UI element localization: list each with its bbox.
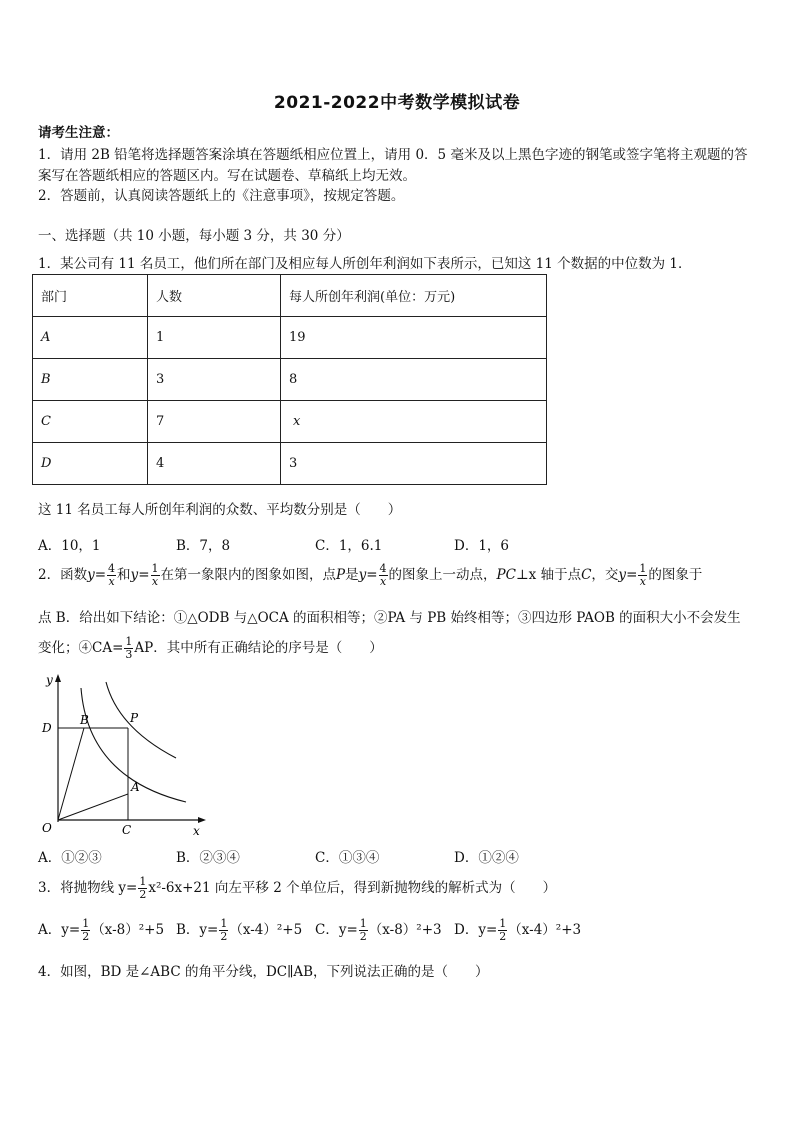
denominator: 2 — [359, 930, 367, 943]
q3-option-d[interactable] — [454, 918, 581, 943]
table-cell: B — [33, 359, 148, 401]
option-fraction — [498, 918, 507, 943]
table-cell: 1 — [148, 317, 281, 359]
table-row — [33, 359, 547, 401]
q2-option-a[interactable]: A．①②③ — [38, 850, 102, 866]
curve-4-over-x — [106, 682, 176, 758]
q2-text: AP．其中所有正确结论的序号是（ ） — [134, 640, 383, 656]
q2-text: ，交 — [591, 567, 619, 583]
q3-text: x²-6x+21 向左平移 2 个单位后，得到新抛物线的解析式为（ ） — [148, 880, 557, 896]
option-rest: （x-8）²+5 — [91, 922, 165, 938]
q2-fraction — [151, 563, 160, 588]
q2-var-y: y — [130, 567, 139, 583]
numerator: 4 — [379, 562, 387, 575]
y-axis-arrow — [55, 674, 61, 682]
q2-text: 变化；④CA= — [38, 640, 124, 656]
denominator: x — [108, 575, 115, 588]
q1-option-a[interactable]: A．10，1 — [38, 538, 101, 554]
label-d: D — [42, 721, 52, 735]
table-header-cell: 人数 — [148, 275, 281, 317]
q4-stem: 4．如图，BD 是∠ABC 的角平分线，DC∥AB，下列说法正确的是（ ） — [38, 964, 489, 980]
denominator: 2 — [82, 930, 90, 943]
segment-oa — [58, 794, 128, 820]
x-axis-arrow — [198, 817, 206, 823]
label-b: B — [80, 713, 89, 727]
label-p: P — [130, 711, 139, 725]
q3-option-b[interactable] — [176, 918, 302, 943]
q1-option-b[interactable]: B．7，8 — [176, 538, 231, 554]
q3-option-a[interactable] — [38, 918, 164, 943]
q1-question: 这 11 名员工每人所创年利润的众数、平均数分别是（ ） — [38, 502, 402, 518]
q2-text: 的图象上一动点， — [388, 567, 497, 583]
q2-var-y: y — [618, 567, 627, 583]
table-cell: A — [33, 317, 148, 359]
table-cell: 3 — [148, 359, 281, 401]
q3-fraction — [138, 876, 147, 901]
q2-line-1 — [38, 563, 702, 588]
q2-text: 和 — [117, 567, 131, 583]
option-label: D．y= — [454, 922, 498, 938]
numerator: 1 — [125, 635, 133, 648]
q1-stem: 1．某公司有 11 名员工，他们所在部门及相应每人所创年利润如下表所示，已知这 11 个数据的中位数为 1． — [38, 256, 692, 272]
table-row — [33, 401, 547, 443]
q2-figure — [36, 672, 211, 838]
table-row — [33, 443, 547, 485]
option-rest: （x-4）²+5 — [229, 922, 303, 938]
option-rest: （x-8）²+3 — [368, 922, 442, 938]
q2-var-c: C — [581, 567, 592, 583]
denominator: 3 — [125, 648, 133, 661]
notice-item-1b: 案写在答题纸相应的答题区内。写在试题卷、草稿纸上均无效。 — [38, 168, 416, 184]
q2-var-p: P — [336, 567, 346, 583]
numerator: 1 — [499, 917, 507, 930]
denominator: x — [639, 575, 646, 588]
label-y: y — [46, 673, 53, 687]
denominator: 2 — [499, 930, 507, 943]
q2-eq: = — [138, 567, 150, 583]
denominator: x — [151, 575, 159, 588]
q2-option-d[interactable]: D．①②④ — [454, 850, 519, 866]
option-fraction — [219, 918, 228, 943]
table-cell: 3 — [281, 443, 547, 485]
table-header-row — [33, 275, 547, 317]
denominator: 2 — [139, 888, 147, 901]
option-rest: （x-4）²+3 — [508, 922, 582, 938]
q2-fraction — [379, 563, 388, 588]
q2-var-pc: PC — [496, 567, 516, 583]
q2-fraction — [638, 563, 647, 588]
numerator: 1 — [139, 875, 147, 888]
q1-option-d[interactable]: D．1，6 — [454, 538, 510, 554]
numerator: 1 — [359, 917, 367, 930]
q2-text: ⊥x 轴于点 — [515, 567, 582, 583]
notice-item-1a: 1．请用 2B 铅笔将选择题答案涂填在答题纸相应位置上，请用 0．5 毫米及以上黑色字迹的钢笔或签字笔将主观题的答 — [38, 147, 748, 163]
segment-ob — [58, 728, 84, 820]
numerator: 4 — [108, 562, 116, 575]
numerator: 1 — [220, 917, 228, 930]
option-label: A．y= — [38, 922, 81, 938]
notice-item-2: 2．答题前，认真阅读答题纸上的《注意事项》，按规定答题。 — [38, 188, 405, 204]
option-label: B．y= — [176, 922, 219, 938]
table-header-cell: 每人所创年利润(单位：万元) — [281, 275, 547, 317]
table-cell: 19 — [281, 317, 547, 359]
q2-var-y: y — [87, 567, 95, 583]
section-heading: 一、选择题（共 10 小题，每小题 3 分，共 30 分） — [38, 228, 350, 244]
q2-text: 是 — [345, 567, 359, 583]
q2-text: 的图象于 — [648, 567, 703, 583]
option-fraction — [81, 918, 90, 943]
q2-eq: = — [94, 567, 107, 583]
q2-eq: = — [626, 567, 638, 583]
q2-var-y: y — [358, 567, 367, 583]
q2-line-2: 点 B．给出如下结论：①△ODB 与△OCA 的面积相等；②PA 与 PB 始终相等；③四边形 PAOB 的面积大小不会发生 — [38, 610, 741, 626]
numerator: 1 — [151, 562, 159, 575]
table-row — [33, 317, 547, 359]
table-cell: C — [33, 401, 148, 443]
table-cell: 8 — [281, 359, 547, 401]
q1-table — [32, 274, 547, 485]
label-c: C — [122, 823, 132, 837]
q3-stem — [38, 876, 556, 901]
label-a: A — [131, 780, 140, 794]
label-x: x — [193, 824, 200, 838]
table-cell: 4 — [148, 443, 281, 485]
option-fraction — [359, 918, 368, 943]
q2-text: 2．函数 — [38, 567, 88, 583]
table-cell: D — [33, 443, 148, 485]
numerator: 1 — [639, 562, 647, 575]
q2-text: 在第一象限内的图象如图，点 — [160, 567, 336, 583]
option-label: C．y= — [315, 922, 358, 938]
q1-option-c[interactable]: C．1，6.1 — [315, 538, 383, 554]
notice-heading: 请考生注意： — [38, 125, 119, 141]
q2-line-3 — [38, 636, 383, 661]
label-o: O — [42, 821, 52, 835]
q2-eq: = — [366, 567, 378, 583]
q2-fraction — [107, 563, 116, 588]
q2-fraction — [124, 636, 133, 661]
q2-option-b[interactable]: B．②③④ — [176, 850, 240, 866]
table-cell: x — [281, 401, 547, 443]
numerator: 1 — [82, 917, 90, 930]
q3-option-c[interactable] — [315, 918, 442, 943]
q3-text: 3．将抛物线 y= — [38, 880, 138, 896]
table-cell: 7 — [148, 401, 281, 443]
denominator: x — [379, 575, 387, 588]
q2-option-c[interactable]: C．①③④ — [315, 850, 380, 866]
table-header-cell: 部门 — [33, 275, 148, 317]
denominator: 2 — [220, 930, 228, 943]
page-title: 2021-2022中考数学模拟试卷 — [273, 93, 521, 113]
